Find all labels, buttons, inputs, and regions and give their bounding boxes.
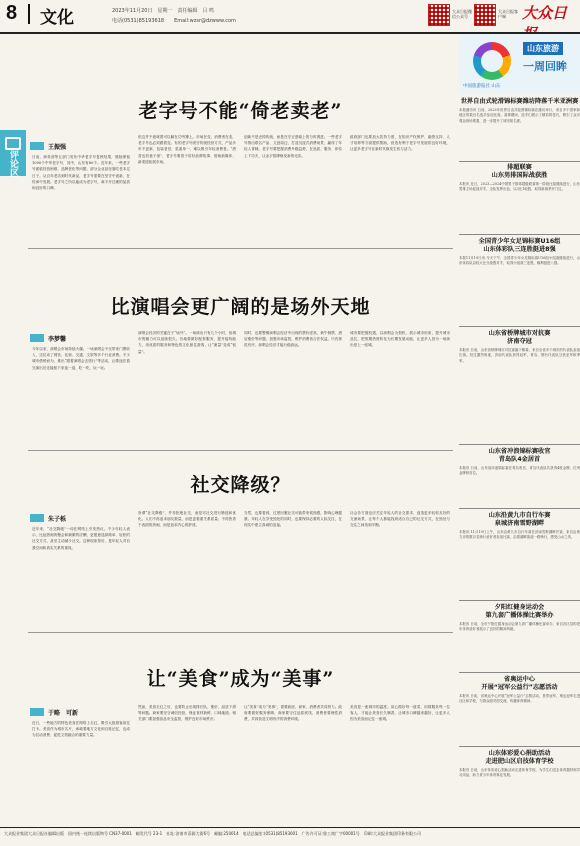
article-byline: 于略 可新: [48, 710, 79, 717]
news-title: 山东体彩爱心捐助活动 走进肥山区启技体育学校: [485, 750, 554, 765]
news-body: 本报讯 11月19日上午，山东沿黄九市自行车赛在济南雪野湖畔开赛，来自沿黄九市的数百名骑行爱好者参加比赛，沿着湖畔赛道一路骑行，感受山水之美。: [459, 530, 580, 540]
news-item: [459, 512, 580, 596]
news-body: 本报讯 日前，山东体彩爱心捐助活动走进体育学校，为学生们送去体育器材和学习用品，助力青少年体育事业发展。: [459, 768, 580, 778]
banner-title: 山东旅游: [523, 42, 563, 55]
news-body: 本报讯 日前，省奥运中心开展“冠军公益行”志愿活动，世界冠军、奥运冠军走进社区和学校，与群众面对面交流，传播体育精神。: [459, 694, 580, 704]
article-column: 日前，商务部等五部门发布中华老字号复核结果，继续保留1000个中华老字号，其中，山东有60个。近年来，一些老字号面临经营困难、品牌老化等问题，部分企业甚至靠吃老本过日子。从百年老店到时代新品，老字号需要在坚守中创新，在传承中发展。老字号之所以能成为老字号，离不开过硬的品质和良好的口碑。: [32, 155, 130, 191]
qr-code-icon[interactable]: [474, 4, 496, 26]
article-headline: 让“美食”成为“美事”: [146, 668, 335, 690]
main-column: [28, 34, 453, 824]
byline-marker: [30, 708, 44, 716]
news-divider: [459, 444, 580, 445]
article: [28, 634, 453, 824]
article-column: 近日，一些地方的特色美食在网络上走红，吸引大批游客前往打卡。美食作为城市名片，承载着地方文化和百姓记忆，也成为拉动消费、促进文旅融合的重要力量。: [32, 721, 130, 738]
article-column: 创新不是丢掉传统，而是在守正基础上的与时俱进。一些老字号推出联名产品、文创周边，打造沉浸式消费场景，赢得了年轻人青睐。老字号要把握消费升级趋势，在品质、服务、体验上下功夫，让金字招牌焕发新的光彩。: [244, 135, 342, 158]
article-column: 让“美食”成为“美事”，需要政府、商家、消费者共同努力。政府要做好服务保障，商家要守住品质底线，消费者要理性消费，共同营造文明有序的消费环境。: [244, 705, 342, 722]
news-item: [459, 98, 580, 158]
news-body: 本报11月19日讯 今天下午，全国青少年女足锦标赛U16组小组赛继续进行，山东体彩队以较大比分战胜对手，取得小组赛三连胜，顺利挺进八强。: [459, 256, 580, 266]
tourism-logo-icon: [473, 42, 511, 80]
article-byline: 朱子栎: [48, 516, 67, 523]
article-column: 美食是一座城市的温度。用心做好每一道菜，用情服务每一位客人，才能让美食长久飘香，让城市口碑越来越好，让更多人因为美食而记住一座城。: [350, 705, 450, 722]
section-name: 文化: [40, 8, 74, 28]
page-header: [0, 0, 580, 34]
news-divider: [459, 600, 580, 601]
article: [28, 34, 453, 244]
date-line: 2023年11月20日 星期一 责任编辑 吕 鸣: [112, 8, 215, 14]
news-divider: [459, 508, 580, 509]
masthead-logo: 大众日: [522, 4, 568, 22]
news-body: 本报讯 近日，2023—2024中国男子排球超级联赛第一阶段比赛继续进行，山东男排主场迎战对手，全队发挥出色，以3比1取胜，取得新赛季开门红。: [459, 182, 580, 192]
page-footer: 大众报业集团大众日报社编辑出版 国内统一连续出版物号 CN37-0001 邮发代号 23-1 社址:济南市泺源大街6号 邮编:250014 电话总编室:(0531)85193001 广告许可证:鲁工商广字00001号 印刷:大众报业集团印务有限公司: [4, 831, 422, 836]
article-divider: [28, 248, 453, 249]
news-title: 省奥运中心 开展“冠军公益行”志愿活动: [481, 676, 558, 691]
news-item: [459, 676, 580, 742]
footer-rule: [0, 827, 580, 828]
banner-subtitle: 一周回眸: [523, 60, 567, 73]
article-column: 但这并不意味着可以躺在功劳簿上。市场在变，消费者在变，老字号也必须跟着变。有的老字号固守传统经营方式，产品多年不更新，包装老旧，渠道单一，难以吸引年轻消费者。“酒香也怕巷子深”，老字号要善于讲好品牌故事，借助新媒体、新渠道拓展市场。: [138, 135, 236, 164]
article-column: 城市要把握机遇，以演唱会为契机，展示城市形象，提升城市品位，把短期热度转化为长期发展动能，让更多人因为一场演出爱上一座城。: [350, 331, 450, 348]
article-column: 演唱会经济的关键在于“场外”。一场演出只有几个小时，但城市的魅力可以延续很久。各地要做好配套服务，提升接待能力，用优质的服务和特色的文化留住游客，让“流量”变成“留量”。: [138, 331, 236, 354]
article: [28, 250, 453, 450]
news-divider: [459, 161, 580, 162]
news-item: [459, 604, 580, 668]
article-column: 社会各方面也应关注年轻人的社交需求，创造更多轻松友好的交流场景，让每个人都能找到适合自己的社交方式，在独处与交往之间找到平衡。: [350, 511, 450, 528]
contact-line: 电话(0531)85193618 Email:wzsr@dzwww.com: [112, 18, 236, 24]
banner-caption: 中国旅游报社 山东: [463, 84, 501, 89]
news-body: 本报讯 日前，全市夕阳红健身运动会第九套广播体操比赛举办，来自各区县的老年体育爱好者展示了良好的精神风貌。: [459, 622, 580, 632]
news-title: 山东省冲浪锦标赛收官 青岛队4金居首: [488, 448, 551, 463]
article-column: 政府部门也要加大扶持力度，在知识产权保护、融资支持、人才培养等方面提供帮助，营造有利于老字号发展的良好环境，让更多老字号在新时代焕发生机与活力。: [350, 135, 450, 152]
news-item: [459, 448, 580, 504]
tourism-banner: [459, 34, 580, 94]
article-column: 同时，也要警惕演唱会经济中出现的票价虚高、黄牛倒票、酒店涨价等问题，加强市场监管，维护消费者合法权益。只有规范有序，演唱会经济才能行稳致远。: [244, 331, 342, 348]
article-byline: 王振强: [48, 144, 67, 151]
news-title: 山东省桥牌城市对抗赛 济南夺冠: [488, 330, 551, 345]
news-divider: [459, 672, 580, 673]
news-item: [459, 330, 580, 440]
news-title: 全国青少年女足锦标赛U16组 山东体彩队三连胜挺进8强: [478, 238, 561, 253]
news-body: 本报讯 日前，山东省冲浪锦标赛在青岛收官，青岛代表队共获得4枚金牌，位列金牌榜首位。: [459, 466, 580, 476]
article-column: 当然，也要看到，过度回避社交可能带来孤独感，影响心理健康。年轻人在享受独处的同时，也要保持必要的人际交往，在现实中建立真诚的连接。: [244, 511, 342, 528]
news-item: [459, 750, 580, 822]
news-title: 夕阳红健身运动会 第九套广播体操比赛举办: [485, 604, 554, 619]
news-title: 排超联赛 山东男排国际战获胜: [491, 164, 548, 179]
article-headline: 比演唱会更广阔的是场外天地: [110, 296, 371, 318]
article-column: 所谓“社交降级”，并非拒绝社交，而是对社交进行筛选和优化。人们不再追求朋友数量，而是更看重关系质量；不再热衷于表面的热闹，而是追求内心的舒适。: [138, 511, 236, 528]
page-number: 8: [6, 2, 18, 24]
news-body: 本报潍坊讯 日前，2023年世界自由式轮滑锦标赛在潍坊举行，来自多个国家和地区的数百名选手参加比赛。赛事期间，选手们展示了精彩的技巧，吸引了众多观众现场观看，进一步提升了城市知名度。: [459, 108, 580, 123]
article-headline: 社交降级？: [190, 474, 291, 496]
byline-marker: [30, 142, 44, 150]
article-divider: [28, 450, 453, 451]
sports-news-column: [459, 34, 580, 824]
news-title: 山东沿黄九市自行车赛 泉城济南雪野湖畔: [488, 512, 551, 527]
article-byline: 李梦馨: [48, 336, 67, 343]
qr-code-icon[interactable]: [428, 4, 450, 26]
qr-label: 大众日报微信公众号: [452, 9, 472, 19]
news-title: 世界自由式轮滑锦标赛潍坊降落千米亚洲赛: [460, 98, 579, 105]
article-headline: 老字号不能“倚老卖老”: [138, 100, 343, 122]
news-divider: [459, 746, 580, 747]
qr-label: 大众日报客户端: [498, 9, 518, 19]
article-column: 近年来，“社交降级”一词在网络上引发热议。不少年轻人表示，比起热闹的聚会和频繁的应酬，更愿意选择简单、轻松的社交方式，甚至主动减少社交。这种现象背后，是年轻人对自我空间和真实关系的重视。: [32, 527, 130, 550]
speech-bubble-icon: [5, 137, 21, 150]
byline-marker: [30, 514, 44, 522]
news-body: 本报讯 日前，山东省桥牌城市对抗赛落下帷幕，来自全省多个城市的代表队参加比赛。经过激烈角逐，济南代表队获得冠军，青岛、烟台代表队分获亚军和季军。: [459, 348, 580, 363]
article-column: 今年以来，演唱会市场持续火爆。一场演唱会不仅带来门票收入，还拉动了餐饮、住宿、交通、文旅等多个行业消费。不少城市借势而为，推出“跟着演唱会去旅行”等活动，让歌迷在看完演出后还能留下来逛一逛、吃一吃、玩一玩。: [32, 347, 130, 370]
article: [28, 452, 453, 630]
byline-marker: [30, 334, 44, 342]
news-item: [459, 238, 580, 322]
news-item: [459, 164, 580, 230]
article-divider: [28, 632, 453, 633]
news-divider: [459, 326, 580, 327]
news-divider: [459, 234, 580, 235]
side-label: 评论区: [8, 150, 18, 177]
article-column: 然而，美食走红之后，也要防止出现排长队、涨价、品质下滑等问题。商家要坚守诚信经营，保证食材新鲜、口味地道；相关部门要加强食品安全监管，维护良好市场秩序。: [138, 705, 236, 722]
